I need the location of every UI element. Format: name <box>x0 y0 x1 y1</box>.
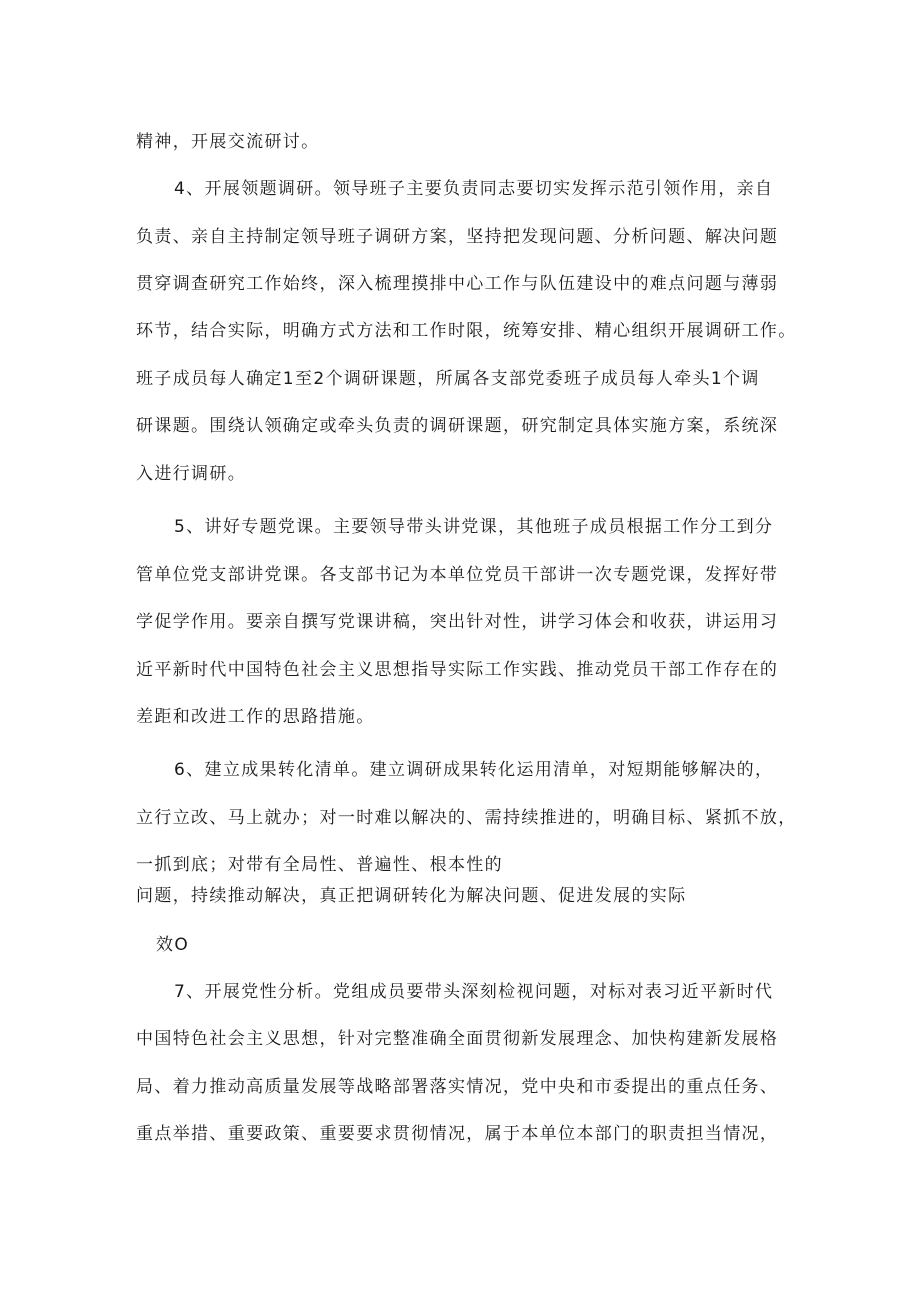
paragraph-6-heading-line: 6、建立成果转化清单。建立调研成果转化运用清单，对短期能够解决的， <box>174 760 774 780</box>
text-line: 差距和改进工作的思路措施。 <box>136 707 375 727</box>
text-line: 立行立改、马上就办；对一时难以解决的、需持续推进的，明确目标、紧抓不放， <box>136 808 797 828</box>
paragraph-7-heading-line: 7、开展党性分析。党组成员要带头深刻检视问题，对标对表习近平新时代 <box>174 982 774 1002</box>
text-line: 负责、亲自主持制定领导班子调研方案，坚持把发现问题、分析问题、解决问题 <box>136 227 779 247</box>
text-line: 学促学作用。要亲自撰写党课讲稿，突出针对性，讲学习体会和收获，讲运用习 <box>136 612 779 632</box>
text-line: 中国特色社会主义思想，针对完整准确全面贯彻新发展理念、加快构建新发展格 <box>136 1029 779 1049</box>
text-line: 一抓到底；对带有全局性、普遍性、根本性的 <box>136 855 503 875</box>
text-line: 效O <box>156 935 190 955</box>
text-line: 贯穿调查研究工作始终，深入梳理摸排中心工作与队伍建设中的难点问题与薄弱 <box>136 274 779 294</box>
text-line: 管单位党支部讲党课。各支部书记为本单位党员干部讲一次专题党课，发挥好带 <box>136 565 779 585</box>
text-line: 环节，结合实际，明确方式方法和工作时限，统筹安排、精心组织开展调研工作。 <box>136 321 797 341</box>
text-line: 入进行调研。 <box>136 464 247 484</box>
text-line: 班子成员每人确定1至2个调研课题，所属各支部党委班子成员每人牵头1个调 <box>136 369 760 389</box>
paragraph-4-heading-line: 4、开展领题调研。领导班子主要负责同志要切实发挥示范引领作用，亲自 <box>174 179 774 199</box>
paragraph-5-heading-line: 5、讲好专题党课。主要领导带头讲党课，其他班子成员根据工作分工到分 <box>174 517 774 537</box>
text-line: 重点举措、重要政策、重要要求贯彻情况，属于本单位本部门的职责担当情况， <box>136 1124 779 1144</box>
text-line: 精神，开展交流研讨。 <box>136 132 320 152</box>
text-line: 局、着力推动高质量发展等战略部署落实情况，党中央和市委提出的重点任务、 <box>136 1077 779 1097</box>
text-line: 研课题。围绕认领确定或牵头负责的调研课题，研究制定具体实施方案，系统深 <box>136 416 779 436</box>
text-line: 问题，持续推动解决，真正把调研转化为解决问题、促进发展的实际 <box>136 886 687 906</box>
text-line: 近平新时代中国特色社会主义思想指导实际工作实践、推动党员干部工作存在的 <box>136 660 779 680</box>
